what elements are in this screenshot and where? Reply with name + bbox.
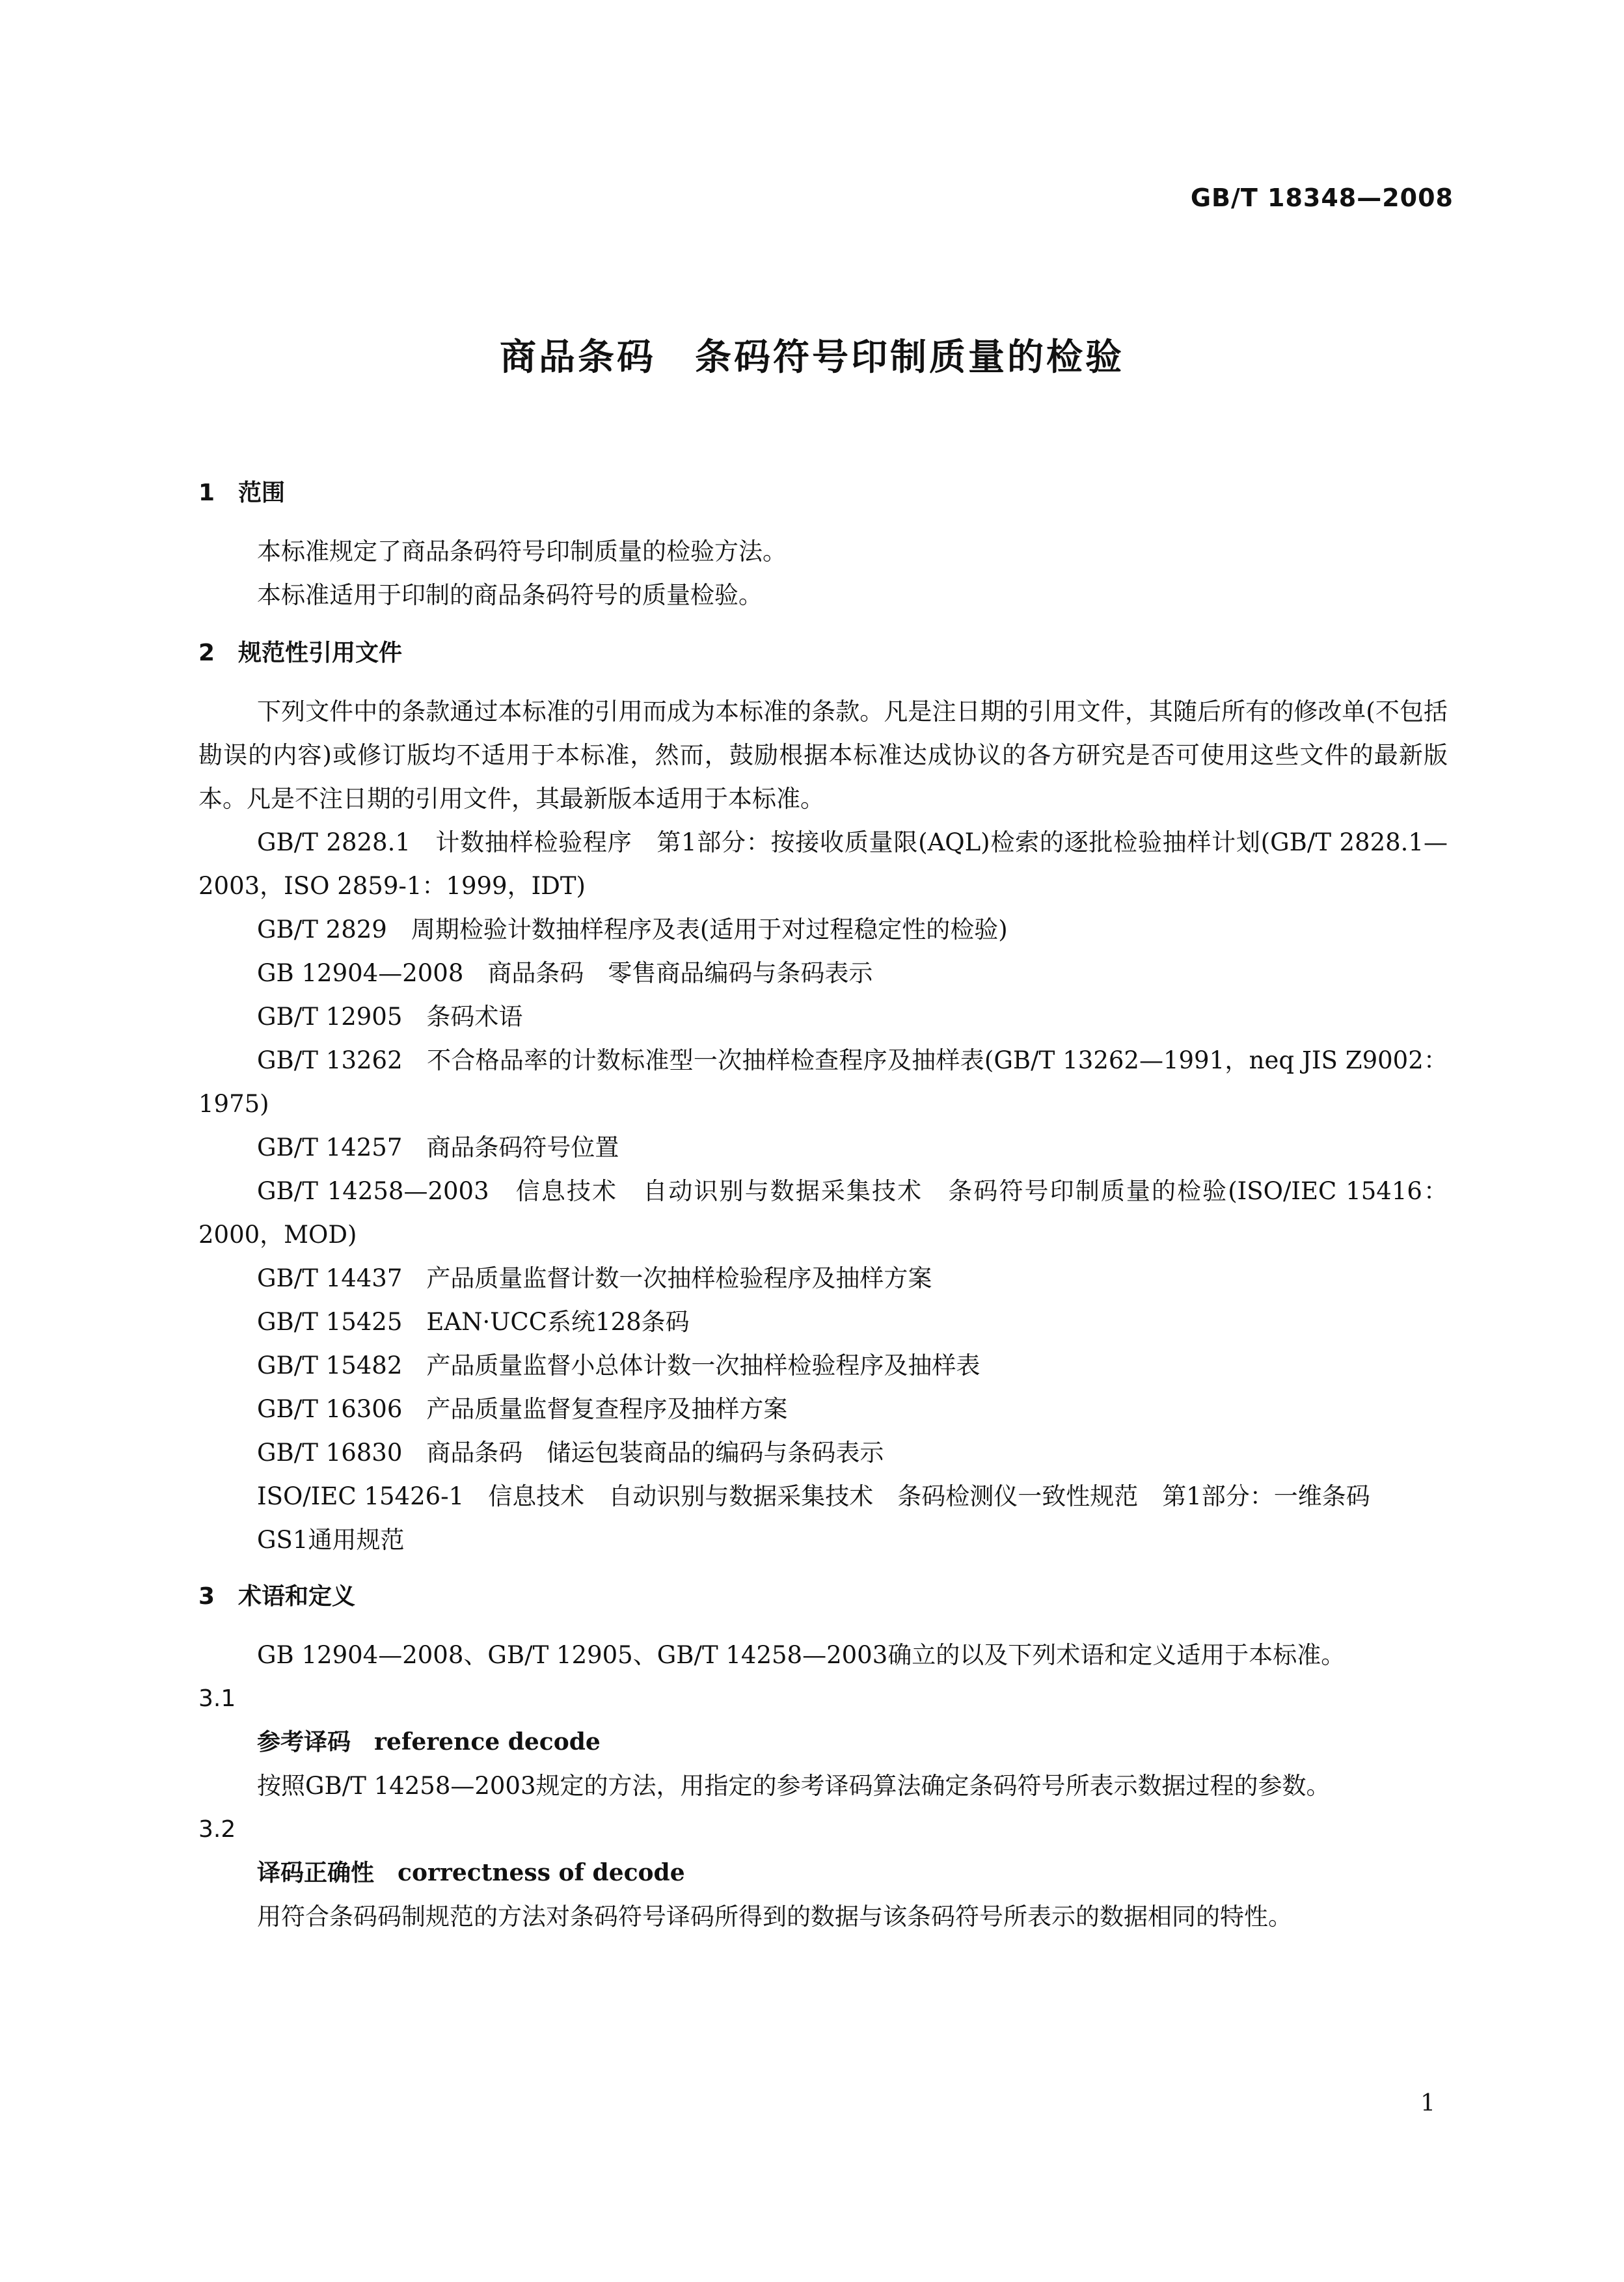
reference-code: GB/T 16306 (257, 1395, 403, 1423)
section-2-heading: 2 规范性引用文件 (198, 640, 403, 666)
document-title: 商品条码 条码符号印制质量的检验 (500, 336, 1124, 379)
reference-code: GB/T 14257 (257, 1134, 403, 1161)
reference-item (198, 1300, 1448, 1344)
reference-title: 周期检验计数抽样程序及表(适用于对过程稳定性的检验) (411, 916, 1008, 944)
document-body (198, 471, 1448, 1938)
term-chinese: 译码正确性 (257, 1860, 375, 1886)
reference-title: 商品条码 零售商品编码与条码表示 (487, 959, 873, 987)
reference-item (198, 1126, 1448, 1169)
reference-item (198, 1169, 1448, 1256)
reference-item (198, 1431, 1448, 1474)
reference-code: GB/T 12905 (257, 1003, 403, 1031)
reference-code: GB/T 14437 (257, 1264, 403, 1292)
reference-code: GB 12904—2008 (257, 959, 464, 987)
reference-item (198, 1518, 1448, 1562)
reference-item (198, 995, 1448, 1039)
reference-code: ISO/IEC 15426-1 (257, 1482, 465, 1510)
reference-title: 产品质量监督小总体计数一次抽样检验程序及抽样表 (426, 1352, 981, 1379)
reference-item (198, 951, 1448, 995)
term-number: 3.1 (198, 1685, 236, 1712)
term-definition: 按照GB/T 14258—2003规定的方法，用指定的参考译码算法确定条码符号所表示数据过程的参数。 (257, 1772, 1331, 1800)
reference-title: EAN·UCC系统128条码 (426, 1308, 690, 1336)
reference-title: 商品条码符号位置 (426, 1134, 619, 1161)
reference-item (198, 908, 1448, 951)
reference-code: GB/T 15425 (257, 1308, 403, 1336)
reference-code: GB/T 16830 (257, 1439, 403, 1467)
reference-title: 产品质量监督计数一次抽样检验程序及抽样方案 (426, 1264, 932, 1292)
reference-title: 信息技术 自动识别与数据采集技术 条码符号印制质量的检验(ISO/IEC 15416：2000，MOD) (198, 1177, 1448, 1249)
page-number: 1 (1420, 2090, 1435, 2117)
reference-title: 产品质量监督复查程序及抽样方案 (426, 1395, 788, 1423)
reference-item (198, 1344, 1448, 1387)
section-2-intro: 下列文件中的条款通过本标准的引用而成为本标准的条款。凡是注日期的引用文件，其随后所有的修改单(不包括勘误的内容)或修订版均不适用于本标准，然而，鼓励根据本标准达成协议的各方研究是否可使用这些文件的最新版本。凡是不注日期的引用文件，其最新版本适用于本标准。 (198, 698, 1448, 813)
reference-item (198, 1387, 1448, 1431)
reference-item (198, 1039, 1448, 1126)
reference-item (198, 1474, 1448, 1518)
reference-title: GS1通用规范 (257, 1526, 405, 1554)
reference-code: GB/T 13262 (257, 1046, 403, 1074)
section-1-paragraph-1: 本标准规定了商品条码符号印制质量的检验方法。 (257, 537, 787, 565)
section-1-heading: 1 范围 (198, 480, 286, 506)
section-3-intro: GB 12904—2008、GB/T 12905、GB/T 14258—2003确立的以及下列术语和定义适用于本标准。 (257, 1641, 1346, 1669)
term-english: correctness of decode (398, 1859, 685, 1886)
reference-title: 商品条码 储运包装商品的编码与条码表示 (426, 1439, 884, 1467)
reference-item (198, 821, 1448, 908)
term-heading (198, 1851, 1448, 1895)
standard-number: GB/T 18348—2008 (1190, 183, 1454, 212)
reference-title: 信息技术 自动识别与数据采集技术 条码检测仪一致性规范 第1部分：一维条码 (488, 1482, 1370, 1510)
term-number: 3.2 (198, 1816, 236, 1843)
reference-title: 计数抽样检验程序 第1部分：按接收质量限(AQL)检索的逐批检验抽样计划(GB/T 2828.1—2003，ISO 2859-1：1999，IDT) (198, 828, 1448, 900)
reference-code: GB/T 15482 (257, 1352, 403, 1379)
section-1-paragraph-2: 本标准适用于印制的商品条码符号的质量检验。 (257, 581, 763, 609)
reference-code: GB/T 2828.1 (257, 828, 411, 856)
reference-title: 条码术语 (426, 1003, 523, 1031)
reference-code: GB/T 2829 (257, 916, 387, 944)
section-3-heading: 3 术语和定义 (198, 1583, 356, 1610)
term-definition: 用符合条码码制规范的方法对条码符号译码所得到的数据与该条码符号所表示的数据相同的特性。 (257, 1903, 1292, 1931)
term-chinese: 参考译码 (257, 1729, 351, 1756)
reference-code: GB/T 14258—2003 (257, 1177, 489, 1205)
term-heading (198, 1720, 1448, 1764)
term-english: reference decode (374, 1728, 601, 1756)
reference-item (198, 1256, 1448, 1300)
reference-title: 不合格品率的计数标准型一次抽样检查程序及抽样表(GB/T 13262—1991，neq JIS Z9002：1975) (198, 1046, 1448, 1118)
